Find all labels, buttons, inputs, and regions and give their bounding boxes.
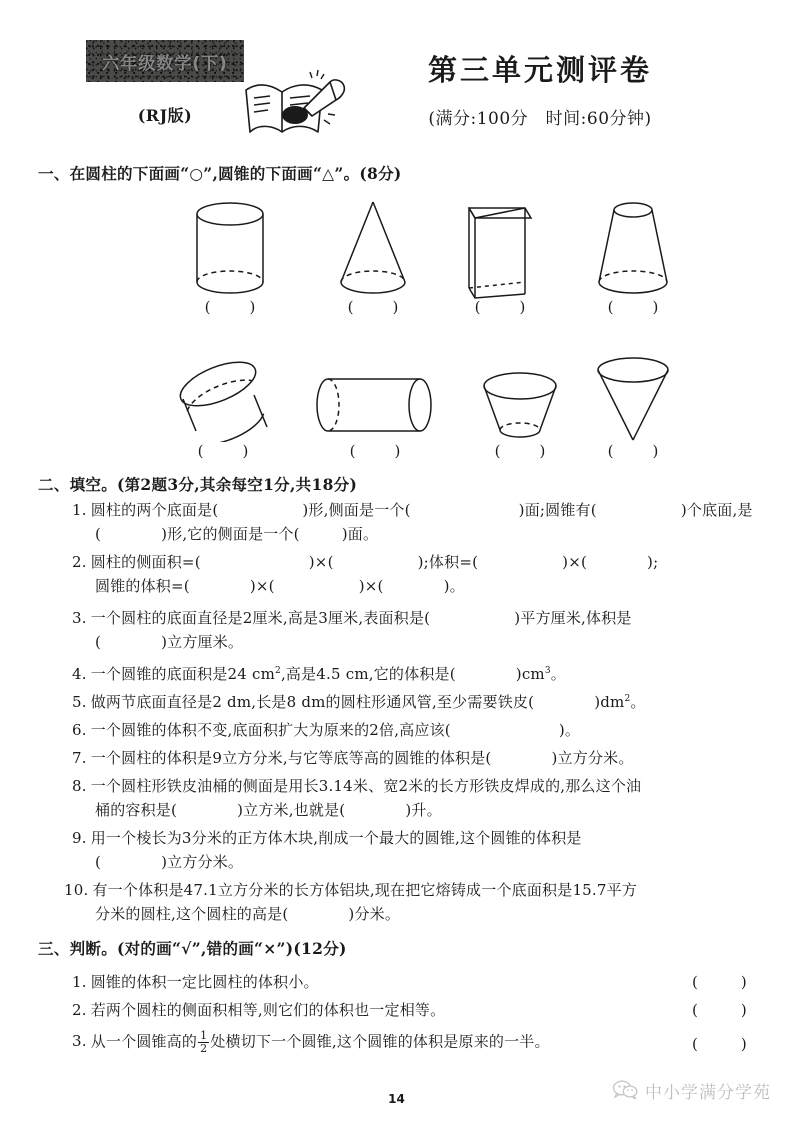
question-text: 一个圆柱形铁皮油桶的侧面是用长3.14米、宽2米的长方形铁皮焊成的,那么这个油 xyxy=(90,777,642,795)
question-text: 。 xyxy=(550,665,566,683)
question-2-2-line-2 xyxy=(95,575,465,596)
question-text: ( xyxy=(95,525,102,543)
figure-cylinder-tilted-flat xyxy=(168,352,278,446)
question-number: 3. xyxy=(72,609,87,627)
question-2-10-line-1 xyxy=(64,879,637,900)
page-header xyxy=(0,0,793,155)
question-text: 。 xyxy=(630,693,646,711)
question-text: 从一个圆锥高的 xyxy=(90,1032,198,1051)
question-text: )立方分米。 xyxy=(551,749,634,767)
question-text: ); xyxy=(647,553,659,571)
question-text: 分米的圆柱,这个圆柱的高是( xyxy=(95,905,289,923)
question-text: 用一个棱长为3分米的正方体木块,削成一个最大的圆锥,这个圆锥的体积是 xyxy=(90,829,582,847)
question-text: 处横切下一个圆锥,这个圆锥的体积是原来的一半。 xyxy=(210,1032,550,1051)
question-number: 1. xyxy=(72,501,87,519)
question-text: )平方厘米,体积是 xyxy=(514,609,632,627)
figure-frustum-upright xyxy=(585,196,681,305)
question-number: 1. xyxy=(72,973,87,991)
question-2-10-line-2 xyxy=(95,903,400,924)
section-3-heading: 三、判断。(对的画“√”,错的画“×”)(12分) xyxy=(38,939,347,958)
watermark-badge xyxy=(612,1078,771,1103)
question-2-9-line-2 xyxy=(95,851,243,872)
question-2-5 xyxy=(72,691,646,712)
question-text: )升。 xyxy=(405,801,442,819)
question-number: 10. xyxy=(64,881,89,899)
question-text: 圆锥的体积=( xyxy=(95,577,190,595)
question-text: )个底面,是 xyxy=(680,501,753,519)
wechat-icon xyxy=(612,1079,638,1103)
question-text: )面;圆锥有( xyxy=(518,501,597,519)
question-text: )。 xyxy=(558,721,581,739)
watermark-label: 中小学满分学苑 xyxy=(645,1083,771,1103)
question-2-1-line-2 xyxy=(95,523,378,544)
answer-paren-frustum-inverted[interactable]: ( ) xyxy=(494,442,558,460)
question-number: 2. xyxy=(72,1001,87,1019)
question-text: 做两节底面直径是2 dm,长是8 dm的圆柱形通风管,至少需要铁皮( xyxy=(90,693,535,711)
judgment-item-1 xyxy=(72,971,319,992)
answer-paren-cone-inverted[interactable]: ( ) xyxy=(607,442,671,460)
page-title: 第三单元测评卷 xyxy=(427,53,652,87)
page-subtitle: (满分:100分 时间:60分钟) xyxy=(428,109,652,129)
unit-exponent: 2 xyxy=(275,666,281,676)
question-2-2-line-1 xyxy=(72,551,658,572)
question-2-1-line-1 xyxy=(72,499,753,520)
question-text: ( xyxy=(95,853,102,871)
question-text: )面。 xyxy=(341,525,379,543)
question-2-9-line-1 xyxy=(72,827,582,848)
question-text: 一个圆锥的体积不变,底面积扩大为原来的2倍,高应该( xyxy=(90,721,451,739)
question-text: 有一个体积是47.1立方分米的长方体铝块,现在把它熔铸成一个底面积是15.7平方 xyxy=(92,881,638,899)
figure-triangular-prism xyxy=(455,196,545,310)
question-text: );体积=( xyxy=(417,553,479,571)
question-text: ,高是4.5 cm,它的体积是( xyxy=(280,665,456,683)
answer-paren-cylinder-upright[interactable]: ( ) xyxy=(204,298,268,316)
figure-cone-upright xyxy=(325,196,421,305)
question-text: 一个圆柱的体积是9立方分米,与它等底等高的圆锥的体积是( xyxy=(90,749,492,767)
judgment-answer-paren-3[interactable]: ( ) xyxy=(692,1035,761,1053)
question-text: 圆柱的两个底面是( xyxy=(90,501,219,519)
question-text: 一个圆锥的底面积是24 cm xyxy=(90,665,275,683)
question-text: )立方分米。 xyxy=(161,853,244,871)
figure-frustum-inverted xyxy=(470,368,570,448)
unit-exponent: 2 xyxy=(624,694,631,704)
question-text: )dm xyxy=(594,693,625,711)
figure-cylinder-horizontal xyxy=(310,372,440,446)
grade-banner xyxy=(86,40,244,82)
question-text: )分米。 xyxy=(348,905,401,923)
question-text: )×( xyxy=(308,553,334,571)
question-text: )×( xyxy=(562,553,588,571)
question-2-4 xyxy=(72,663,566,684)
question-number: 9. xyxy=(72,829,87,847)
judgment-item-3 xyxy=(72,1030,550,1054)
question-text: )×( xyxy=(249,577,275,595)
question-text: 一个圆柱的底面直径是2厘米,高是3厘米,表面积是( xyxy=(90,609,431,627)
edition-label: (RJ版) xyxy=(137,106,193,125)
question-number: 7. xyxy=(72,749,87,767)
answer-paren-cylinder-horizontal[interactable]: ( ) xyxy=(349,442,413,460)
answer-paren-cylinder-tilted-flat[interactable]: ( ) xyxy=(197,442,261,460)
question-number: 4. xyxy=(72,665,87,683)
question-text: ( xyxy=(95,633,102,651)
figure-cylinder-upright xyxy=(185,196,275,305)
question-text: )。 xyxy=(443,577,465,595)
judgment-item-2 xyxy=(72,999,445,1020)
fraction-one-half xyxy=(198,1030,209,1054)
question-text: 若两个圆柱的侧面积相等,则它们的体积也一定相等。 xyxy=(90,1001,446,1019)
question-text: )cm xyxy=(515,665,545,683)
fraction-denominator: 2 xyxy=(200,1041,208,1055)
section-2-heading: 二、填空。(第2题3分,其余每空1分,共18分) xyxy=(38,475,358,494)
question-2-8-line-1 xyxy=(72,775,641,796)
unit-exponent: 3 xyxy=(544,666,551,676)
question-text: 圆柱的侧面积=( xyxy=(90,553,201,571)
question-number: 6. xyxy=(72,721,87,739)
section-1-heading: 一、在圆柱的下面画“○”,圆锥的下面画“△”。(8分) xyxy=(38,164,402,183)
question-text: 桶的容积是( xyxy=(95,801,178,819)
question-2-8-line-2 xyxy=(95,799,442,820)
question-text: )形,侧面是一个( xyxy=(302,501,411,519)
answer-paren-frustum-upright[interactable]: ( ) xyxy=(607,298,671,316)
question-text: )立方米,也就是( xyxy=(237,801,346,819)
figure-cone-inverted xyxy=(585,352,681,452)
page-number: 14 xyxy=(388,1092,405,1106)
fraction-numerator: 1 xyxy=(200,1029,208,1042)
question-text: 圆锥的体积一定比圆柱的体积小。 xyxy=(90,973,319,991)
question-2-7 xyxy=(72,747,634,768)
answer-paren-cone-upright[interactable]: ( ) xyxy=(347,298,411,316)
question-number: 3. xyxy=(72,1032,87,1051)
question-text: )×( xyxy=(358,577,384,595)
question-number: 5. xyxy=(72,693,87,711)
judgment-answer-paren-2[interactable]: ( ) xyxy=(692,1001,761,1019)
answer-paren-triangular-prism[interactable]: ( ) xyxy=(474,298,538,316)
question-number: 2. xyxy=(72,553,87,571)
grade-banner-label: 六年级数学(下) xyxy=(102,54,228,74)
question-text: )立方厘米。 xyxy=(161,633,244,651)
question-2-3-line-2 xyxy=(95,631,243,652)
question-2-3-line-1 xyxy=(72,607,632,628)
judgment-answer-paren-1[interactable]: ( ) xyxy=(692,973,761,991)
question-number: 8. xyxy=(72,777,87,795)
question-text: )形,它的侧面是一个( xyxy=(161,525,300,543)
question-2-6 xyxy=(72,719,580,740)
